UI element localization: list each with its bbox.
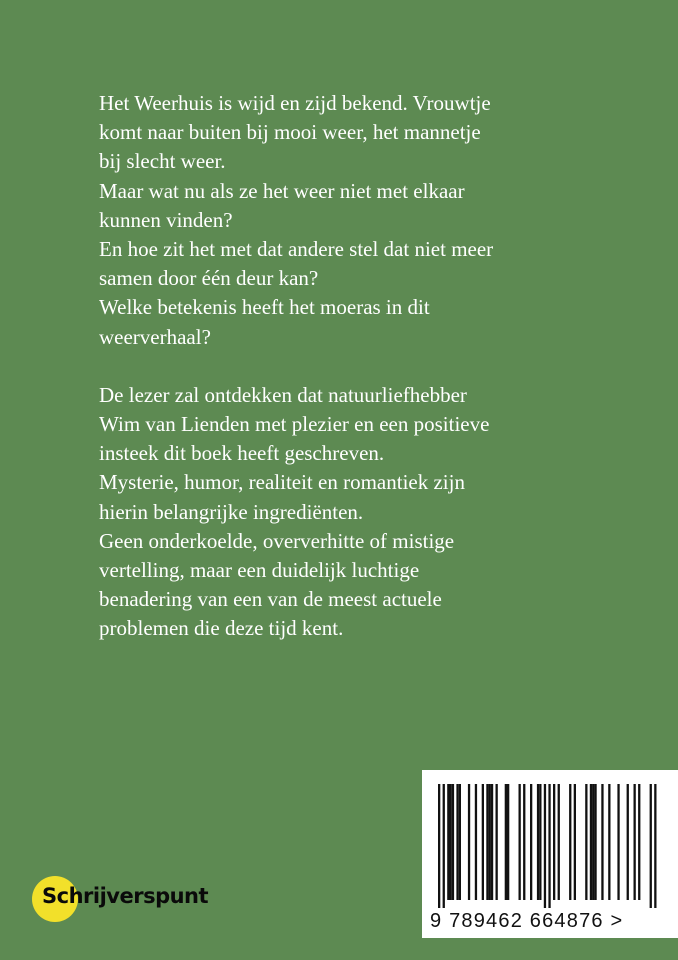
barcode-bar (443, 784, 445, 908)
barcode-bar (617, 784, 619, 900)
barcode-bar (592, 784, 594, 900)
barcode-bar (519, 784, 521, 900)
barcode-bar (459, 784, 461, 900)
isbn-number: 9 789462 664876 > (430, 910, 624, 932)
blurb-paragraph-2: De lezer zal ontdekken dat natuurliefhebber Wim van Lienden met plezier en een positieve insteek dit boek heeft geschreven. Mysterie, humor, realiteit en romantiek zijn hierin belangrijke ingrediënten. Geen onderkoelde, oververhitte of mistige vertelling, maar een duidelijk luchtige benadering van een van de meest actuele problemen die deze tijd kent. (99, 382, 490, 641)
barcode-bar (447, 784, 449, 900)
publisher-name: Schrijverspunt (42, 884, 209, 908)
barcode-bar (489, 784, 491, 900)
barcode-bar (654, 784, 656, 908)
barcode-bar (539, 784, 541, 900)
barcode-bar (505, 784, 507, 900)
barcode-bar (456, 784, 458, 900)
barcode-bar (590, 784, 592, 900)
barcode-bar (574, 784, 576, 900)
barcode-bar (608, 784, 610, 900)
barcode-bar (548, 784, 550, 908)
barcode-bar (491, 784, 493, 900)
barcode-bar (468, 784, 470, 900)
barcode-bar (537, 784, 539, 900)
blurb-text (99, 89, 569, 644)
barcode-bar (650, 784, 652, 908)
barcode-bar (638, 784, 640, 900)
barcode-bar (530, 784, 532, 900)
barcode-bar (553, 784, 555, 900)
barcode-bars-icon (434, 784, 666, 908)
barcode-bar (482, 784, 484, 900)
blurb-paragraph-1: Het Weerhuis is wijd en zijd bekend. Vrouwtje komt naar buiten bij mooi weer, het mannetje bij slecht weer. Maar wat nu als ze het weer niet met elkaar kunnen vinden? En hoe zit het met dat andere stel dat niet meer samen door één deur kan? Welke betekenis heeft het moeras in dit weerverhaal? (99, 91, 494, 349)
barcode-bar (450, 784, 452, 900)
barcode-bar (544, 784, 546, 908)
barcode-bar (486, 784, 488, 900)
barcode-bar (475, 784, 477, 900)
barcode-bar (496, 784, 498, 900)
barcode-bar (523, 784, 525, 900)
isbn-barcode (422, 770, 678, 938)
barcode-bar (601, 784, 603, 900)
barcode-bar (558, 784, 560, 900)
barcode-bar (627, 784, 629, 900)
barcode-bar (634, 784, 636, 900)
barcode-bar (585, 784, 587, 900)
barcode-bar (569, 784, 571, 900)
barcode-bar (438, 784, 440, 908)
barcode-bar (507, 784, 509, 900)
publisher-logo (32, 876, 262, 922)
barcode-bar (594, 784, 596, 900)
barcode-bar (452, 784, 454, 900)
